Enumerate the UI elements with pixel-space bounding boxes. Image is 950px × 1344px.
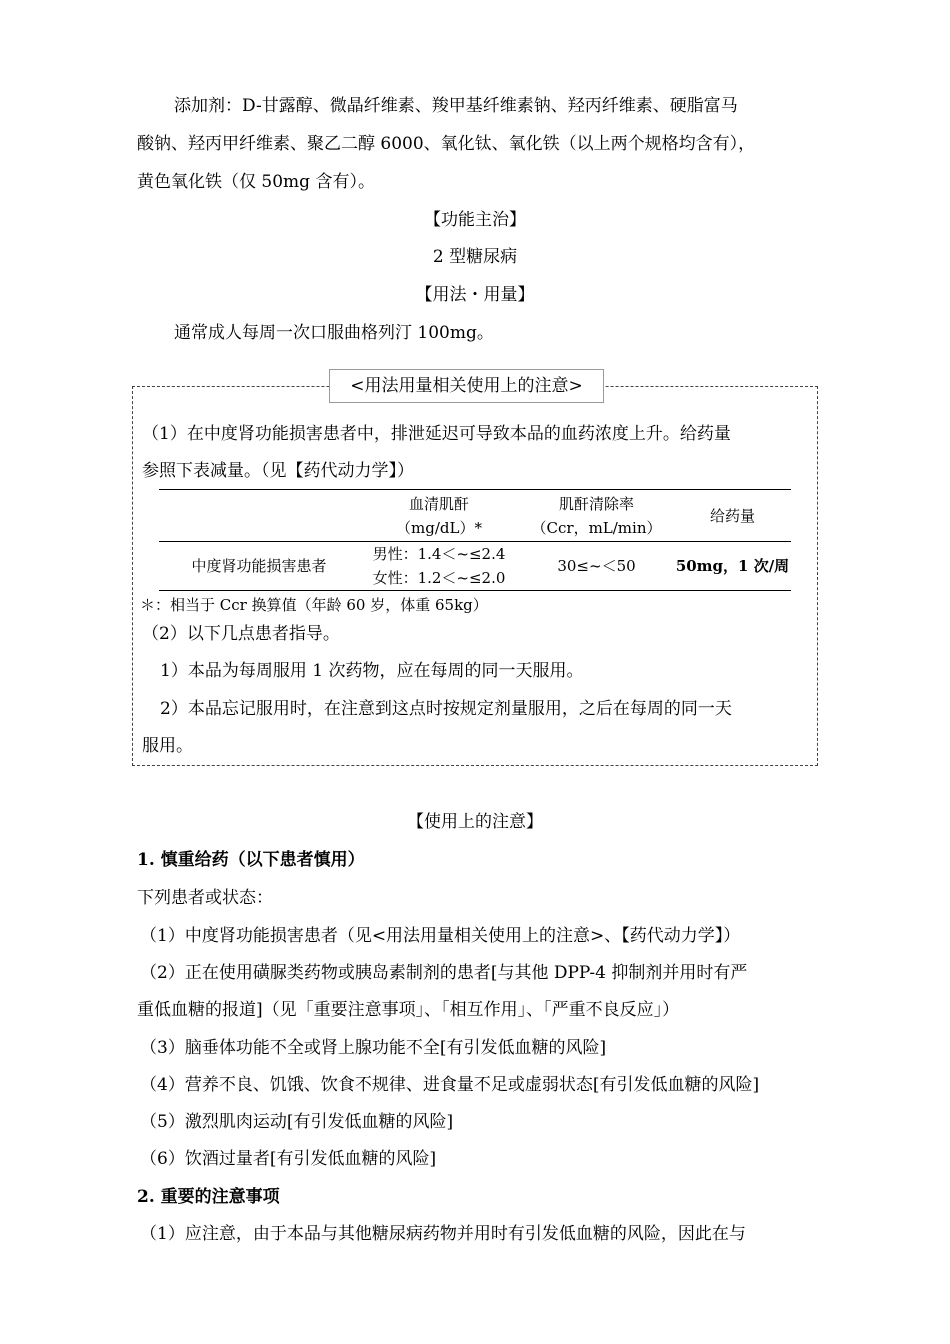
indications-heading: 【功能主治】 <box>424 210 526 230</box>
col-creatinine-header-2: （mg/dL）* <box>396 519 482 537</box>
dosage-heading: 【用法・用量】 <box>415 285 535 305</box>
dosage-note-2-2-line-1: 2）本品忘记服用时，在注意到这点时按规定剂量服用，之后在每周的同一天 <box>160 699 732 719</box>
section-1-item-6: （6）饮酒过量者[有引发低血糖的风险] <box>140 1149 437 1169</box>
creatinine-female: 女性：1.2＜~≤2.0 <box>372 569 506 587</box>
dosage-note-1-line-1: （1）在中度肾功能损害患者中，排泄延迟可导致本品的血药浓度上升。给药量 <box>142 424 731 444</box>
col-ccr-header-2: （Ccr，mL/min） <box>531 519 662 537</box>
section-1-title: 1. 慎重给药（以下患者慎用） <box>137 850 365 870</box>
table-bottom-rule <box>159 590 791 591</box>
col-ccr-header-1: 肌酐清除率 <box>558 495 634 513</box>
section-1-item-2-line-2: 重低血糖的报道]（见「重要注意事项」、「相互作用」、「严重不良反应」） <box>137 1000 680 1020</box>
section-1-item-1: （1）中度肾功能损害患者（见<用法用量相关使用上的注意>、【药代动力学】） <box>140 926 741 946</box>
row-label: 中度肾功能损害患者 <box>191 557 327 575</box>
dosage-note-2-1: 1）本品为每周服用 1 次药物，应在每周的同一天服用。 <box>160 661 584 681</box>
section-2-title: 2. 重要的注意事项 <box>137 1187 280 1207</box>
additives-line-3: 黄色氧化铁（仅 50mg 含有）。 <box>137 172 375 192</box>
col-dose-header: 给药量 <box>709 507 755 525</box>
additives-line-1: 添加剂：D-甘露醇、微晶纤维素、羧甲基纤维素钠、羟丙纤维素、硬脂富马 <box>174 96 738 116</box>
creatinine-male: 男性：1.4＜~≤2.4 <box>372 545 506 563</box>
dosage-note-2: （2）以下几点患者指导。 <box>142 624 340 644</box>
precautions-heading: 【使用上的注意】 <box>407 812 543 832</box>
section-1-item-3: （3）脑垂体功能不全或肾上腺功能不全[有引发低血糖的风险] <box>140 1038 607 1058</box>
section-1-item-4: （4）营养不良、饥饿、饮食不规律、进食量不足或虚弱状态[有引发低血糖的风险] <box>140 1075 760 1095</box>
section-2-item-1: （1）应注意，由于本品与其他糖尿病药物并用时有引发低血糖的风险，因此在与 <box>140 1224 746 1244</box>
additives-line-2: 酸钠、羟丙甲纤维素、聚乙二醇 6000、氧化钛、氧化铁（以上两个规格均含有）， <box>137 134 756 154</box>
dosage-notes-title: <用法用量相关使用上的注意> <box>329 369 604 403</box>
section-1-item-2-line-1: （2）正在使用磺脲类药物或胰岛素制剂的患者[与其他 DPP-4 抑制剂并用时有严 <box>140 963 748 983</box>
dose-value: 50mg，1 次/周 <box>675 557 790 575</box>
table-header-rule <box>159 541 791 542</box>
table-footnote: ＊：相当于 Ccr 换算值（年龄 60 岁，体重 65kg） <box>140 596 488 614</box>
section-1-intro: 下列患者或状态： <box>137 888 273 908</box>
table-top-rule <box>159 489 791 490</box>
dosage-text: 通常成人每周一次口服曲格列汀 100mg。 <box>174 323 494 343</box>
dosage-note-2-2-line-2: 服用。 <box>142 736 193 756</box>
dosage-note-1-line-2: 参照下表减量。（见【药代动力学】） <box>142 461 414 481</box>
ccr-value: 30≤~＜50 <box>557 557 636 575</box>
indications-text: 2 型糖尿病 <box>432 247 518 267</box>
section-1-item-5: （5）激烈肌肉运动[有引发低血糖的风险] <box>140 1112 454 1132</box>
col-creatinine-header-1: 血清肌酐 <box>408 495 469 513</box>
